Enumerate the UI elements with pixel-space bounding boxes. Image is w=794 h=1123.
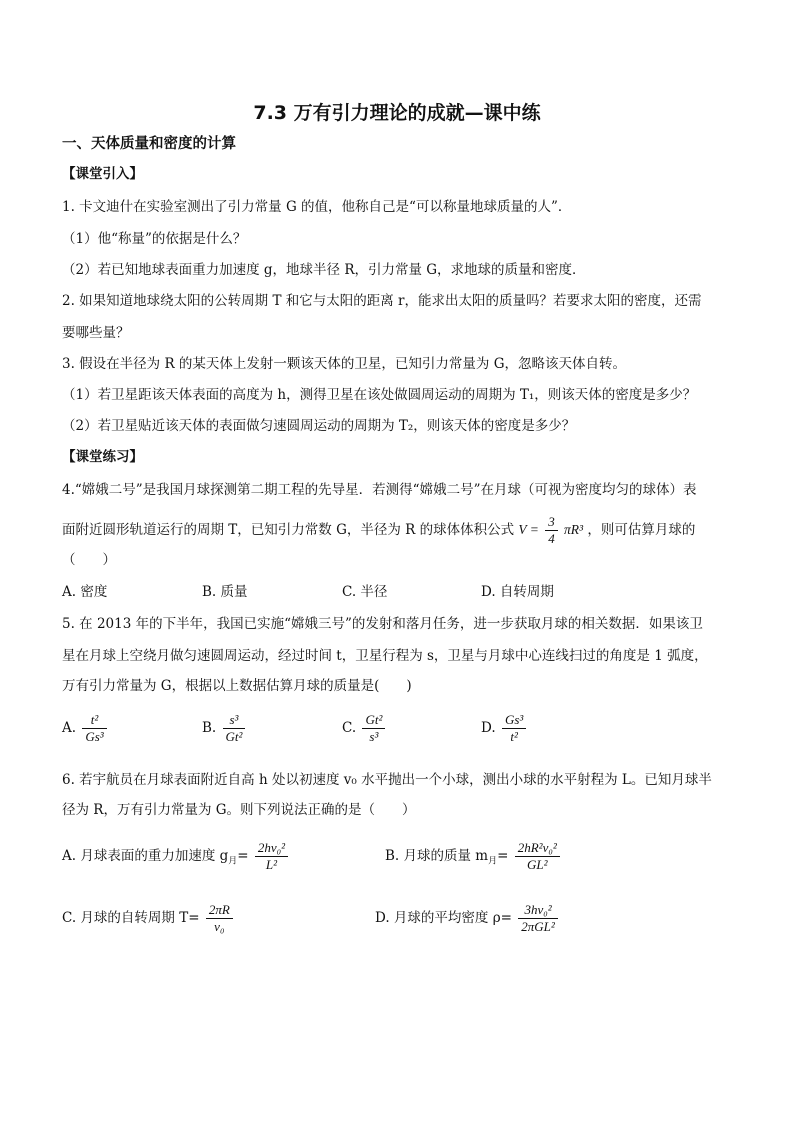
question-6-line-1: 6. 若宇航员在月球表面附近自高 h 处以初速度 v₀ 水平抛出一个小球，测出小球的水平射程为 L。已知月球半: [62, 772, 712, 788]
volume-formula-lhs: V =: [518, 522, 539, 537]
option-fraction: [223, 712, 246, 745]
question-5-line-2: 星在月球上空绕月做匀速圆周运动，经过时间 t，卫星行程为 s，卫星与月球中心连线扫过的角度是 1 弧度，: [62, 648, 708, 664]
subscript: 月: [488, 856, 498, 867]
fraction-denominator: GL²: [526, 857, 548, 872]
subsection-heading-intro: 【课堂引入】: [62, 166, 143, 182]
question-6-line-2: 径为 R，万有引力常量为 G。则下列说法正确的是（ ）: [62, 802, 416, 818]
question-4-line-2: [62, 514, 695, 547]
option-label: B.: [202, 720, 217, 736]
option-fraction: [502, 712, 526, 745]
fraction-denominator: 2πGL²: [521, 919, 555, 934]
fraction-denominator: t²: [510, 729, 518, 744]
equals-sign: =: [237, 848, 249, 864]
option-text: C. 月球的自转周期 T=: [62, 910, 200, 926]
question-2-line-2: 要哪些量？: [62, 325, 130, 341]
option-label: D.: [481, 720, 496, 736]
option-text: D. 月球的平均密度 ρ=: [375, 910, 512, 926]
question-4-line-2-end: ，则可估算月球的: [587, 522, 696, 538]
option-text: A. 月球表面的重力加速度 g: [62, 848, 229, 864]
question-1-part-1: （1）他“称量”的依据是什么？: [62, 231, 247, 247]
question-6-option-a: [62, 840, 290, 873]
section-heading: 一、天体质量和密度的计算: [62, 136, 236, 152]
question-5-line-3: 万有引力常量为 G，根据以上数据估算月球的质量是( ): [62, 678, 412, 694]
option-fraction: [362, 712, 385, 745]
fraction-numerator: 3: [545, 514, 558, 531]
fraction-denominator: Gs³: [85, 729, 104, 744]
fraction-numerator: Gt²: [362, 712, 385, 729]
subsection-heading-practice: 【课堂练习】: [62, 449, 143, 465]
fraction-numerator: s³: [223, 712, 246, 729]
fraction-numerator: 2hR²v₀²: [515, 840, 560, 857]
question-4-option-c: C. 半径: [342, 584, 388, 600]
option-fraction: [518, 902, 558, 935]
option-label: A.: [62, 720, 77, 736]
fraction-denominator: Gt²: [225, 729, 243, 744]
question-5-line-1: 5. 在 2013 年的下半年，我国已实施“嫦娥三号”的发射和落月任务，进一步获取月球的相关数据．如果该卫: [62, 616, 703, 632]
question-5-option-d: [481, 712, 528, 745]
equals-sign: =: [497, 848, 509, 864]
question-4-option-a: A. 密度: [62, 584, 108, 600]
fraction-numerator: 2hv₀²: [255, 840, 288, 857]
question-6-option-d: [375, 902, 560, 935]
question-5-option-b: [202, 712, 247, 745]
fraction-denominator: L²: [265, 857, 278, 872]
question-2-line-1: 2. 如果知道地球绕太阳的公转周期 T 和它与太阳的距离 r，能求出太阳的质量吗？若要求太阳的密度，还需: [62, 293, 702, 309]
fraction-numerator: Gs³: [502, 712, 526, 729]
subscript: 月: [228, 856, 238, 867]
question-1-stem: 1. 卡文迪什在实验室测出了引力常量 G 的值，他称自己是“可以称量地球质量的人”．: [62, 199, 572, 215]
question-3-part-2: （2）若卫星贴近该天体的表面做匀速圆周运动的周期为 T₂，则该天体的密度是多少？: [62, 418, 576, 434]
option-label: C.: [342, 720, 357, 736]
option-fraction: [255, 840, 288, 873]
fraction-denominator: s³: [369, 729, 379, 744]
page-title: 7.3 万有引力理论的成就—课中练: [253, 102, 541, 124]
question-5-option-a: [62, 712, 109, 745]
question-3-stem: 3. 假设在半径为 R 的某天体上发射一颗该天体的卫星，已知引力常量为 G，忽略该天体自转。: [62, 356, 626, 372]
question-1-part-2: （2）若已知地球表面重力加速度 g，地球半径 R，引力常量 G，求地球的质量和密度．: [62, 262, 586, 278]
question-4-line-2-text: 面附近圆形轨道运行的周期 T，已知引力常数 G，半径为 R 的球体体积公式: [62, 522, 515, 538]
question-4-option-b: B. 质量: [202, 584, 248, 600]
volume-formula-rhs: πR³: [564, 522, 584, 537]
question-6-option-b: [385, 840, 562, 873]
question-5-option-c: [342, 712, 387, 745]
option-fraction: [82, 712, 106, 745]
fraction-numerator: 3hv₀²: [518, 902, 558, 919]
fraction-numerator: t²: [82, 712, 106, 729]
fraction-denominator: 4: [548, 531, 555, 546]
question-6-option-c: [62, 902, 235, 935]
fraction-numerator: 2πR: [206, 902, 233, 919]
question-4-option-d: D. 自转周期: [481, 584, 554, 600]
volume-formula-fraction: [545, 514, 558, 547]
option-text: B. 月球的质量 m: [385, 848, 489, 864]
fraction-denominator: v₀: [214, 919, 225, 934]
option-fraction: [206, 902, 233, 935]
question-3-part-1: （1）若卫星距该天体表面的高度为 h，测得卫星在该处做圆周运动的周期为 T₁，则该天体的密度是多少？: [62, 387, 697, 403]
option-fraction: [515, 840, 560, 873]
question-4-answer-paren: （ ）: [62, 552, 116, 568]
question-4-line-1: 4.“嫦娥二号”是我国月球探测第二期工程的先导星．若测得“嫦娥二号”在月球（可视为密度均匀的球体）表: [62, 482, 697, 498]
